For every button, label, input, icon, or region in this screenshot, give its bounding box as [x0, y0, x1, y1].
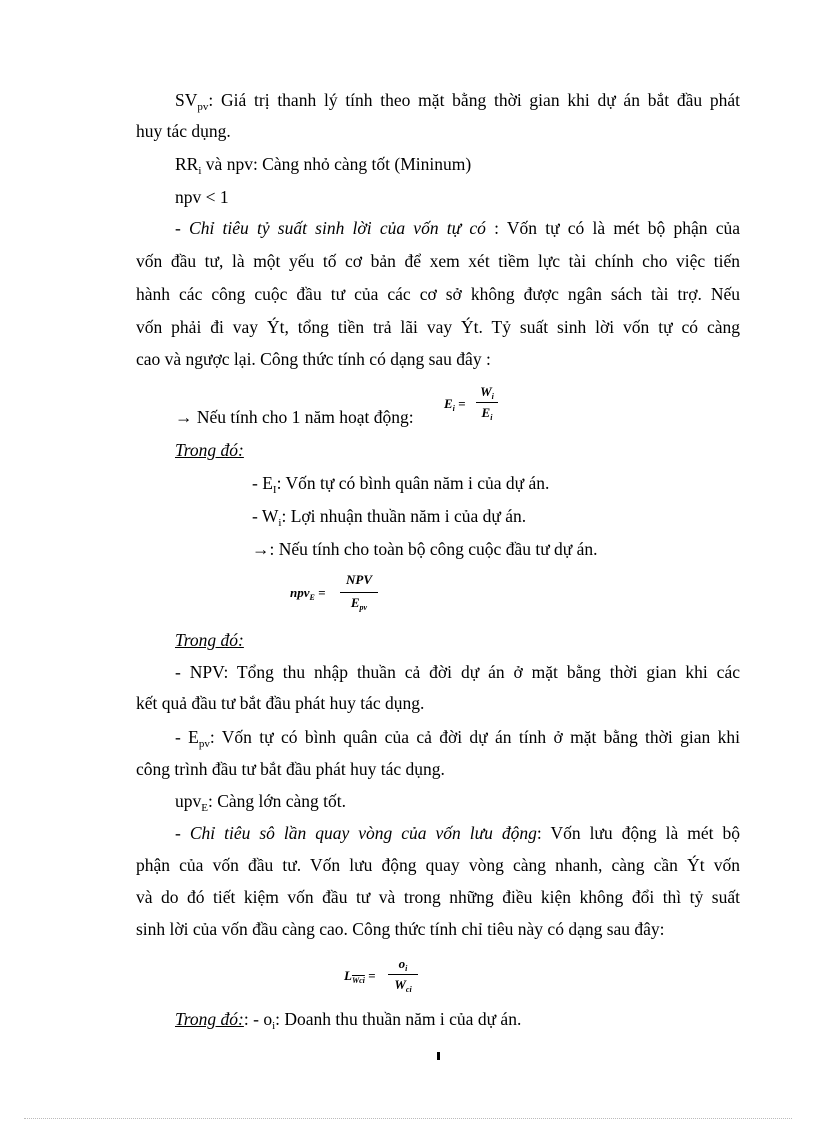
subscript: i — [278, 517, 282, 529]
text: npv — [290, 585, 310, 600]
trong-do-label-2: Trong đó: — [175, 630, 244, 650]
text: : Giá trị thanh lý tính theo mặt bằng thời gian khi dự án bắt đầu phát — [208, 90, 740, 110]
text: : Càng lớn càng tốt. — [207, 791, 347, 811]
text: SV — [175, 90, 198, 110]
paragraph-equity-l5: cao và ngược lại. Công thức tính có dạng sau đây : — [136, 349, 491, 369]
paragraph-rr — [175, 153, 740, 175]
fraction-bar — [340, 592, 378, 593]
paragraph-equity-l2: vốn đầu tư, là một yếu tố cơ bản để xem xét tiềm lực tài chính cho việc tiến — [136, 251, 740, 271]
paragraph-one-year: → Nếu tính cho 1 năm hoạt động: — [175, 407, 414, 427]
text: : Vốn tự có là mét bộ phận của — [485, 218, 740, 238]
text: : Vốn lưu động là mét bộ — [536, 823, 740, 843]
formula-lhs: npv$_E$ = — [290, 585, 326, 602]
trong-do-label-1: Trong đó: — [175, 440, 244, 460]
subscript: i — [490, 413, 493, 422]
bullet-wi — [252, 505, 740, 527]
bullet-whole-project: →: Nếu tính cho toàn bộ công cuộc đầu tư dự án. — [252, 539, 598, 559]
paragraph-working-capital-l2: phận của vốn đầu tư. Vốn lưu động quay vòng càng nhanh, càng cần Ýt vốn — [136, 855, 740, 875]
subscript: pv — [359, 603, 368, 612]
subscript: E — [309, 593, 315, 602]
paragraph-sv-cont: huy tác dụng. — [136, 121, 231, 141]
formula-denominator — [340, 595, 378, 611]
text: và npv: Càng nhỏ càng tốt (Mininum) — [201, 154, 472, 174]
paragraph-npv-def: - NPV: Tổng thu nhập thuần cả đời dự án ở mặt bằng thời gian khi các — [175, 662, 740, 682]
paragraph-working-capital-l4: sinh lời của vốn đầu càng cao. Công thức tính chỉ tiêu này có dạng sau đây: — [136, 919, 665, 939]
paragraph-upv — [175, 790, 740, 812]
paragraph-epv-def-l2: công trình đầu tư bắt đầu phát huy tác dụng. — [136, 759, 445, 779]
paragraph-npv: npv < 1 — [175, 187, 229, 207]
paragraph-epv-def — [175, 726, 740, 748]
subscript: E — [201, 802, 208, 814]
paragraph-equity-l4: vốn phải đi vay Ýt, tổng tiền trả lãi vay Ýt. Tỷ suất sinh lời vốn tự có càng — [136, 317, 740, 337]
paragraph-sv — [175, 89, 740, 111]
text: W — [480, 384, 492, 399]
footer-divider — [24, 1118, 792, 1119]
subscript: pv — [197, 101, 209, 113]
subscript: i — [452, 404, 455, 413]
subscript: ci — [405, 985, 412, 994]
text: RR — [175, 154, 199, 174]
formula-lwci — [344, 956, 424, 1000]
formula-numerator — [476, 384, 498, 400]
text: E — [444, 396, 453, 411]
formula-denominator — [388, 977, 418, 993]
text: E — [481, 405, 491, 420]
page-mark — [437, 1052, 440, 1060]
formula-ei — [444, 384, 514, 426]
text: : Vốn tự có bình quân năm i của dự án. — [276, 473, 550, 493]
bullet-ei — [252, 472, 740, 494]
paragraph-working-capital — [175, 822, 740, 844]
text: - E — [252, 473, 273, 493]
subscript: pv — [198, 738, 210, 750]
italic-heading: - Chỉ tiêu tỷ suất sinh lời của vốn tự có — [175, 218, 486, 238]
formula-npv-e — [290, 572, 390, 618]
paragraph-last — [175, 1008, 740, 1030]
text: L — [344, 968, 352, 983]
fraction-bar — [476, 402, 498, 403]
subscript: i — [272, 1020, 276, 1032]
formula-lhs: $L_{\overline{Wci}}$ = — [344, 968, 376, 985]
italic-heading: - Chỉ tiêu sô lần quay vòng của vốn lưu động — [175, 823, 537, 843]
subscript: I — [272, 484, 277, 496]
text: : Vốn tự có bình quân của cả đời dự án tính ở mặt bằng thời gian khi — [209, 727, 740, 747]
subscript: i — [198, 165, 202, 177]
text: o — [398, 956, 406, 971]
text: : Doanh thu thuần năm i của dự án. — [275, 1009, 522, 1029]
subscript: i — [491, 392, 494, 401]
formula-lhs: $E_i$ = — [444, 396, 466, 413]
fraction-bar — [388, 974, 418, 975]
subscript: i — [405, 964, 408, 973]
text: - W — [252, 506, 279, 526]
paragraph-working-capital-l3: và do đó tiết kiệm vốn đầu tư và trong những điều kiện không đổi thì tỷ suất — [136, 887, 740, 907]
text: upv — [175, 791, 202, 811]
paragraph-equity-heading — [175, 217, 740, 239]
paragraph-npv-def-l2: kết quả đầu tư bắt đầu phát huy tác dụng. — [136, 693, 425, 713]
text: W — [394, 977, 406, 992]
text: : Lợi nhuận thuần năm i của dự án. — [281, 506, 527, 526]
paragraph-equity-l3: hành các công cuộc đầu tư của các cơ sở không được ngân sách tài trợ. Nếu — [136, 284, 740, 304]
formula-denominator — [476, 405, 498, 421]
formula-numerator: NPV — [346, 572, 372, 587]
subscript: Wci — [351, 976, 365, 985]
trong-do-label-3: Trong đó: — [175, 1009, 244, 1029]
formula-numerator — [388, 956, 418, 972]
text: E — [350, 595, 360, 610]
text: : - o — [243, 1009, 273, 1029]
text: - E — [175, 727, 199, 747]
